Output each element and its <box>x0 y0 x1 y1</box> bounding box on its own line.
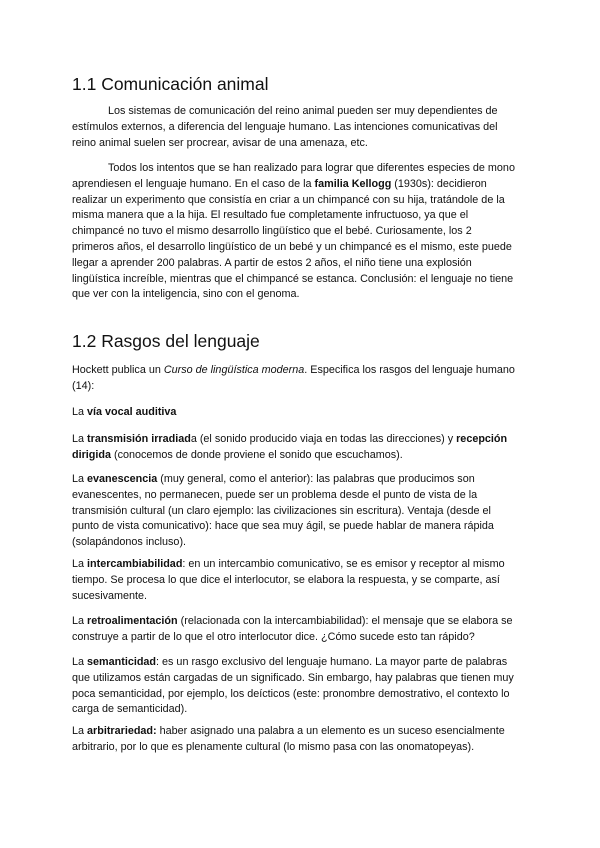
paragraph-line: punto de vista comunicativo): hace que sea muy ágil, se puede hablar de manera rápida <box>72 520 494 533</box>
section-heading-rasgos-lenguaje: 1.2 Rasgos del lenguaje <box>72 331 260 351</box>
paragraph-line: primeros años, el desarrollo lingüístico de un bebé y un chimpancé es el mismo, este puede <box>72 240 512 253</box>
paragraph-semanticidad <box>72 655 532 718</box>
paragraph-line: llegar a aprender 200 palabras. A partir de estos 2 años, el niño tiene una explosión <box>72 256 472 269</box>
paragraph-line: Todos los intentos que se han realizado para lograr que diferentes especies de mono <box>108 162 515 174</box>
bold-term: retroalimentación <box>87 615 178 627</box>
paragraph-retroalimentacion <box>72 614 532 646</box>
paragraph-line: misma manera que a la hija. El resultado fue completamente infructuoso, ya que el <box>72 209 469 222</box>
paragraph-line: chimpancé no tuvo el mismo desarrollo lingüístico que el bebé. Curiosamente, los 2 <box>72 225 472 238</box>
paragraph-line: que ver con la inteligencia, sino con el genoma. <box>72 288 300 301</box>
paragraph-line: La vía vocal auditiva <box>72 406 177 418</box>
paragraph-evanescencia <box>72 472 532 551</box>
paragraph-intentos-mono <box>72 161 532 303</box>
bold-term: evanescencia <box>87 473 158 485</box>
paragraph-line: realizar un experimento que consistía en criar a un chimpancé con su hija, tratándole de la <box>72 193 505 206</box>
paragraph-line: La intercambiabilidad: en un intercambio comunicativo, se es emisor y receptor al mismo <box>72 558 505 570</box>
bold-term-familia-kellogg: familia Kellogg <box>314 177 392 190</box>
bold-term: recepción <box>456 433 508 445</box>
paragraph-line: La transmisión irradiada (el sonido producido viaja en todas las direcciones) y recepción <box>72 433 508 445</box>
italic-book-title: Curso de lingüística moderna <box>163 364 305 376</box>
paragraph-intercambiabilidad <box>72 557 532 604</box>
paragraph-sistemas-comunicacion <box>72 104 532 151</box>
paragraph-transmision <box>72 432 532 464</box>
bold-term: transmisión irradiad <box>87 433 191 445</box>
paragraph-via-vocal <box>72 405 532 421</box>
bold-term: intercambiabilidad <box>87 558 183 570</box>
bold-term: dirigida <box>72 448 111 461</box>
paragraph-line: tiempo. Se procesa lo que dice el interlocutor, se elabora la respuesta, y se comparte, así <box>72 573 500 586</box>
paragraph-line: evanescentes, no permanecen, puede ser un problema desde el punto de vista de la <box>72 488 478 501</box>
section-heading-comunicacion-animal: 1.1 Comunicación animal <box>72 74 269 94</box>
paragraph-line: lingüística increíble, mientras que el chimpancé se estanca. Conclusión: el lenguaje no tiene <box>72 272 514 285</box>
paragraph-line: (solapándonos incluso). <box>72 536 187 549</box>
paragraph-line: Los sistemas de comunicación del reino animal pueden ser muy dependientes de <box>108 105 498 117</box>
paragraph-line: carga de semanticidad). <box>72 703 188 716</box>
paragraph-line: La retroalimentación (relacionada con la intercambiabilidad): el mensaje que se elabora se <box>72 615 513 627</box>
paragraph-line: aprendiesen el lenguaje humano. En el caso de la familia Kellogg (1930s): decidieron <box>72 177 487 190</box>
paragraph-line: reino animal suelen ser procrear, avisar de una amenaza, etc. <box>72 136 368 149</box>
bold-term: arbitrariedad: <box>87 725 157 737</box>
paragraph-line: arbitrario, por lo que es plenamente cultural (lo mismo pasa con las onomatopeyas). <box>72 740 475 753</box>
paragraph-line: dirigida (conocemos de donde proviene el sonido que escuchamos). <box>72 448 403 461</box>
paragraph-line: La arbitrariedad: haber asignado una palabra a un elemento es un suceso esencialmente <box>72 725 505 737</box>
paragraph-line: sucesivamente. <box>72 589 148 602</box>
paragraph-hockett <box>72 363 532 395</box>
paragraph-line: poca semanticidad, por ejemplo, los deícticos (este: pronombre demostrativo, el contexto lo <box>72 687 510 700</box>
paragraph-line: transmisión cultural (un claro ejemplo: las civilizaciones sin escritura). Ventaja (desde el <box>72 504 491 517</box>
paragraph-line: (14): <box>72 379 95 392</box>
bold-term: vía vocal auditiva <box>87 406 177 418</box>
paragraph-line: estímulos externos, a diferencia del lenguaje humano. Las intenciones comunicativas del <box>72 120 498 133</box>
paragraph-line: La semanticidad: es un rasgo exclusivo del lenguaje humano. La mayor parte de palabras <box>72 656 508 668</box>
paragraph-line: La evanescencia (muy general, como el anterior): las palabras que producimos son <box>72 473 475 485</box>
paragraph-line: que utilizamos están cargadas de un significado. Sin embargo, hay palabras que tienen muy <box>72 671 514 684</box>
paragraph-arbitrariedad <box>72 724 532 756</box>
bold-term: semanticidad <box>87 656 157 668</box>
paragraph-line: construye a partir de lo que el otro interlocutor dice. ¿Cómo sucede esto tan rápido? <box>72 630 475 643</box>
paragraph-line: Hockett publica un Curso de lingüística moderna. Especifica los rasgos del lenguaje humano <box>72 364 515 376</box>
